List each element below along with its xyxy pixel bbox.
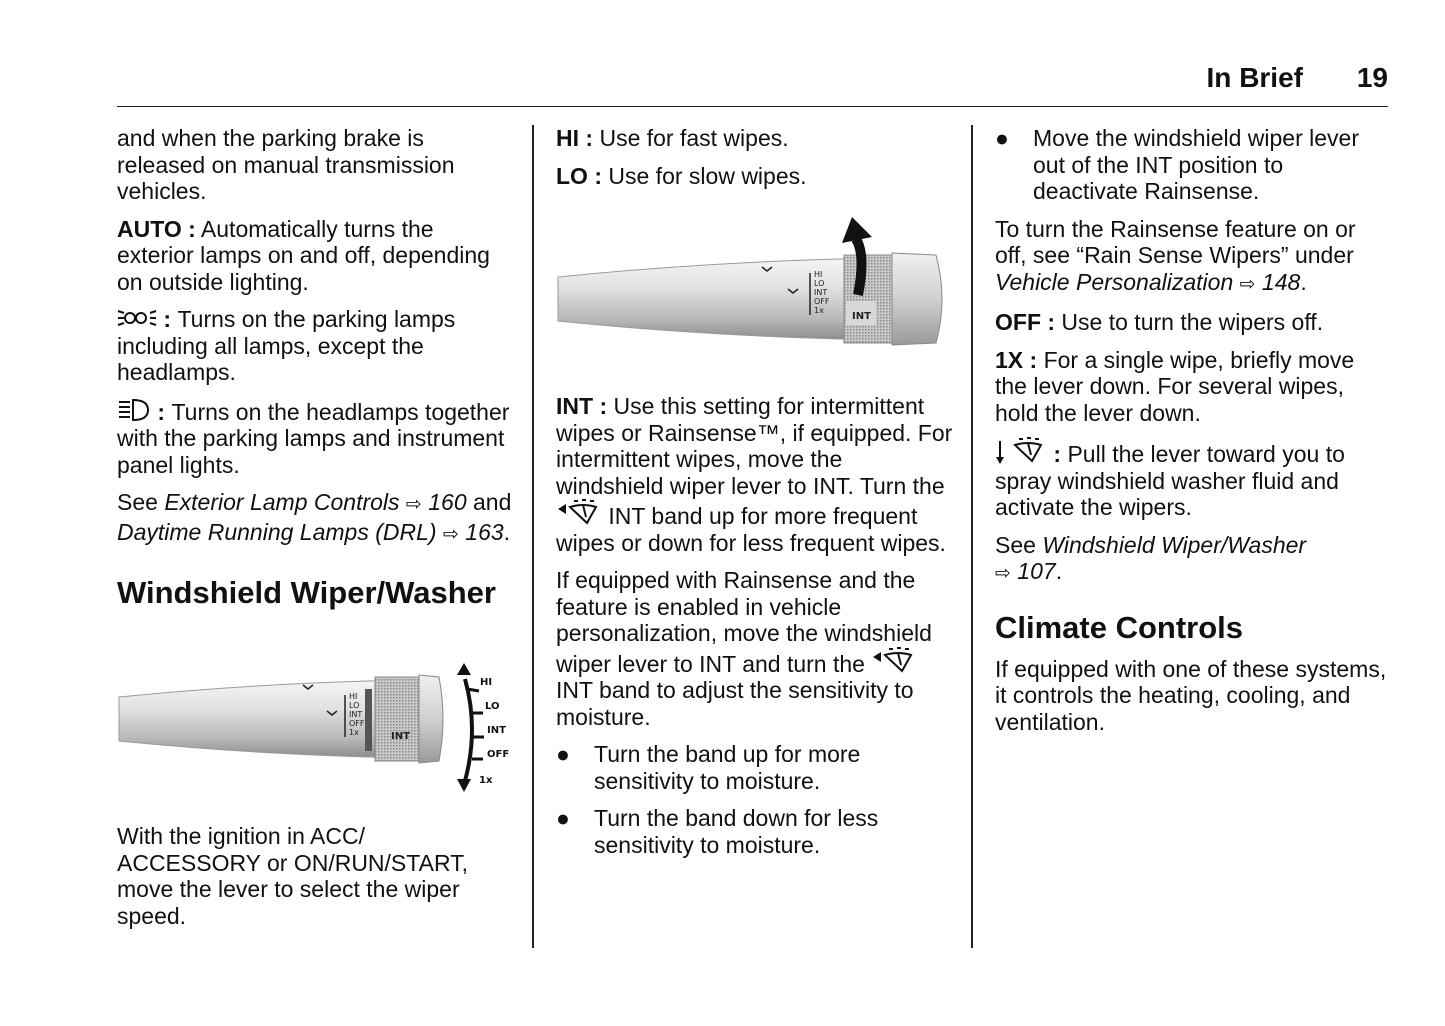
column-1 xyxy=(117,125,512,940)
page-header xyxy=(117,58,1388,107)
list-item: ● Move the windshield wiper lever out of the INT position to deactivate Rainsense. xyxy=(995,125,1359,204)
climate-paragraph: If equipped with one of these systems, it controls the heating, cooling, and ventilation. xyxy=(995,655,1387,735)
parking-lamps-paragraph: : Turns on the parking lamps including all lamps, except the headlamps. xyxy=(117,306,456,385)
wiper-band-image xyxy=(556,215,951,393)
wiper-int-band-icon xyxy=(556,499,602,527)
band-label: INT xyxy=(852,311,871,322)
page-ref-icon: ⇨ xyxy=(405,494,422,515)
lo-paragraph: LO : Use for slow wipes. xyxy=(556,162,807,189)
page-ref-icon: ⇨ xyxy=(1239,273,1256,295)
svg-text:LO: LO xyxy=(349,701,360,710)
svg-text:INT: INT xyxy=(814,288,828,297)
rainsense-settings-paragraph: To turn the Rainsense feature on or off, see “Rain Sense Wipers” under Vehicle Personalization ⇨ 148. xyxy=(995,215,1356,295)
windshield-wiper-washer-link[interactable]: Windshield Wiper/Washer xyxy=(1042,531,1307,558)
single-wipe-paragraph: 1X : For a single wipe, briefly move the lever down. For several wipes, hold the lever down. xyxy=(995,346,1355,426)
hi-paragraph: HI : Use for fast wipes. xyxy=(556,125,789,151)
climate-controls-heading: Climate Controls xyxy=(995,609,1244,645)
see-references: See Exterior Lamp Controls ⇨ 160 and Daytime Running Lamps (DRL) ⇨ 163. xyxy=(117,489,512,545)
list-item: ● Turn the band up for more sensitivity to moisture. xyxy=(556,741,861,794)
wiper-lever-image xyxy=(117,649,512,809)
section-title: In Brief xyxy=(1206,62,1303,93)
wiper-lever-figure xyxy=(117,649,512,809)
washer-paragraph: : Pull the lever toward you to spray windshield washer fluid and activate the wipers. xyxy=(995,437,1390,521)
page-number: 19 xyxy=(1356,62,1388,93)
lever-pos-int: INT xyxy=(487,725,506,736)
column-2 xyxy=(556,125,956,869)
auto-paragraph: AUTO : Automatically turns the exterior lamps on and off, depending on outside lighting. xyxy=(117,215,490,295)
lever-pos-hi: HI xyxy=(480,677,493,688)
lever-pos-off: OFF xyxy=(487,749,510,760)
svg-text:HI: HI xyxy=(349,692,358,701)
int-paragraph: INT : Use this setting for intermittent wipes or Rainsense™, if equipped. For intermittent wipes, move the windshield wiper lever to INT. Turn the INT band up for more frequent wipes or down for less frequent wipes. xyxy=(556,393,953,556)
intro-paragraph: and when the parking brake is released on manual transmission vehicles. xyxy=(117,125,455,204)
washer-icon xyxy=(995,437,1047,465)
daytime-running-lamps-link[interactable]: Daytime Running Lamps (DRL) xyxy=(117,518,437,545)
column-divider xyxy=(971,125,973,948)
lever-pos-1x: 1x xyxy=(479,775,493,786)
svg-text:LO: LO xyxy=(814,279,825,288)
rainsense-paragraph: If equipped with Rainsense and the feature is enabled in vehicle personalization, move the windshield wiper lever to INT and turn the INT band to adjust the sensitivity to moisture. xyxy=(556,567,932,730)
page-ref-icon: ⇨ xyxy=(442,523,459,545)
ignition-paragraph: With the ignition in ACC/ ACCESSORY or ON/RUN/START, move the lever to select the wiper speed. xyxy=(117,823,469,929)
column-divider xyxy=(532,125,534,948)
column-3 xyxy=(995,125,1390,746)
headlamp-icon xyxy=(117,397,151,423)
off-paragraph: OFF : Use to turn the wipers off. xyxy=(995,309,1324,335)
svg-text:HI: HI xyxy=(814,270,823,279)
see-wiper-reference: See Windshield Wiper/Washer ⇨ 107. xyxy=(995,531,1307,584)
vehicle-personalization-link[interactable]: Vehicle Personalization xyxy=(995,268,1234,295)
exterior-lamp-controls-link[interactable]: Exterior Lamp Controls xyxy=(164,489,400,515)
svg-text:1x: 1x xyxy=(349,728,359,737)
list-item: ● Turn the band down for less sensitivity to moisture. xyxy=(556,805,879,858)
lever-band-label: INT xyxy=(391,731,410,742)
svg-text:OFF: OFF xyxy=(349,719,365,728)
wiper-washer-heading: Windshield Wiper/Washer xyxy=(117,575,496,610)
auto-label: AUTO : xyxy=(117,215,196,242)
headlamps-paragraph: : Turns on the headlamps together with the parking lamps and instrument panel lights. xyxy=(117,398,510,478)
parking-lamps-icon xyxy=(117,306,157,330)
svg-text:1x: 1x xyxy=(814,306,824,315)
wiper-int-band-icon xyxy=(871,647,917,675)
svg-text:OFF: OFF xyxy=(814,297,830,306)
page-ref-icon: ⇨ xyxy=(995,563,1011,584)
svg-text:INT: INT xyxy=(349,710,363,719)
wiper-band-figure xyxy=(556,215,956,393)
lever-pos-lo: LO xyxy=(485,701,500,712)
